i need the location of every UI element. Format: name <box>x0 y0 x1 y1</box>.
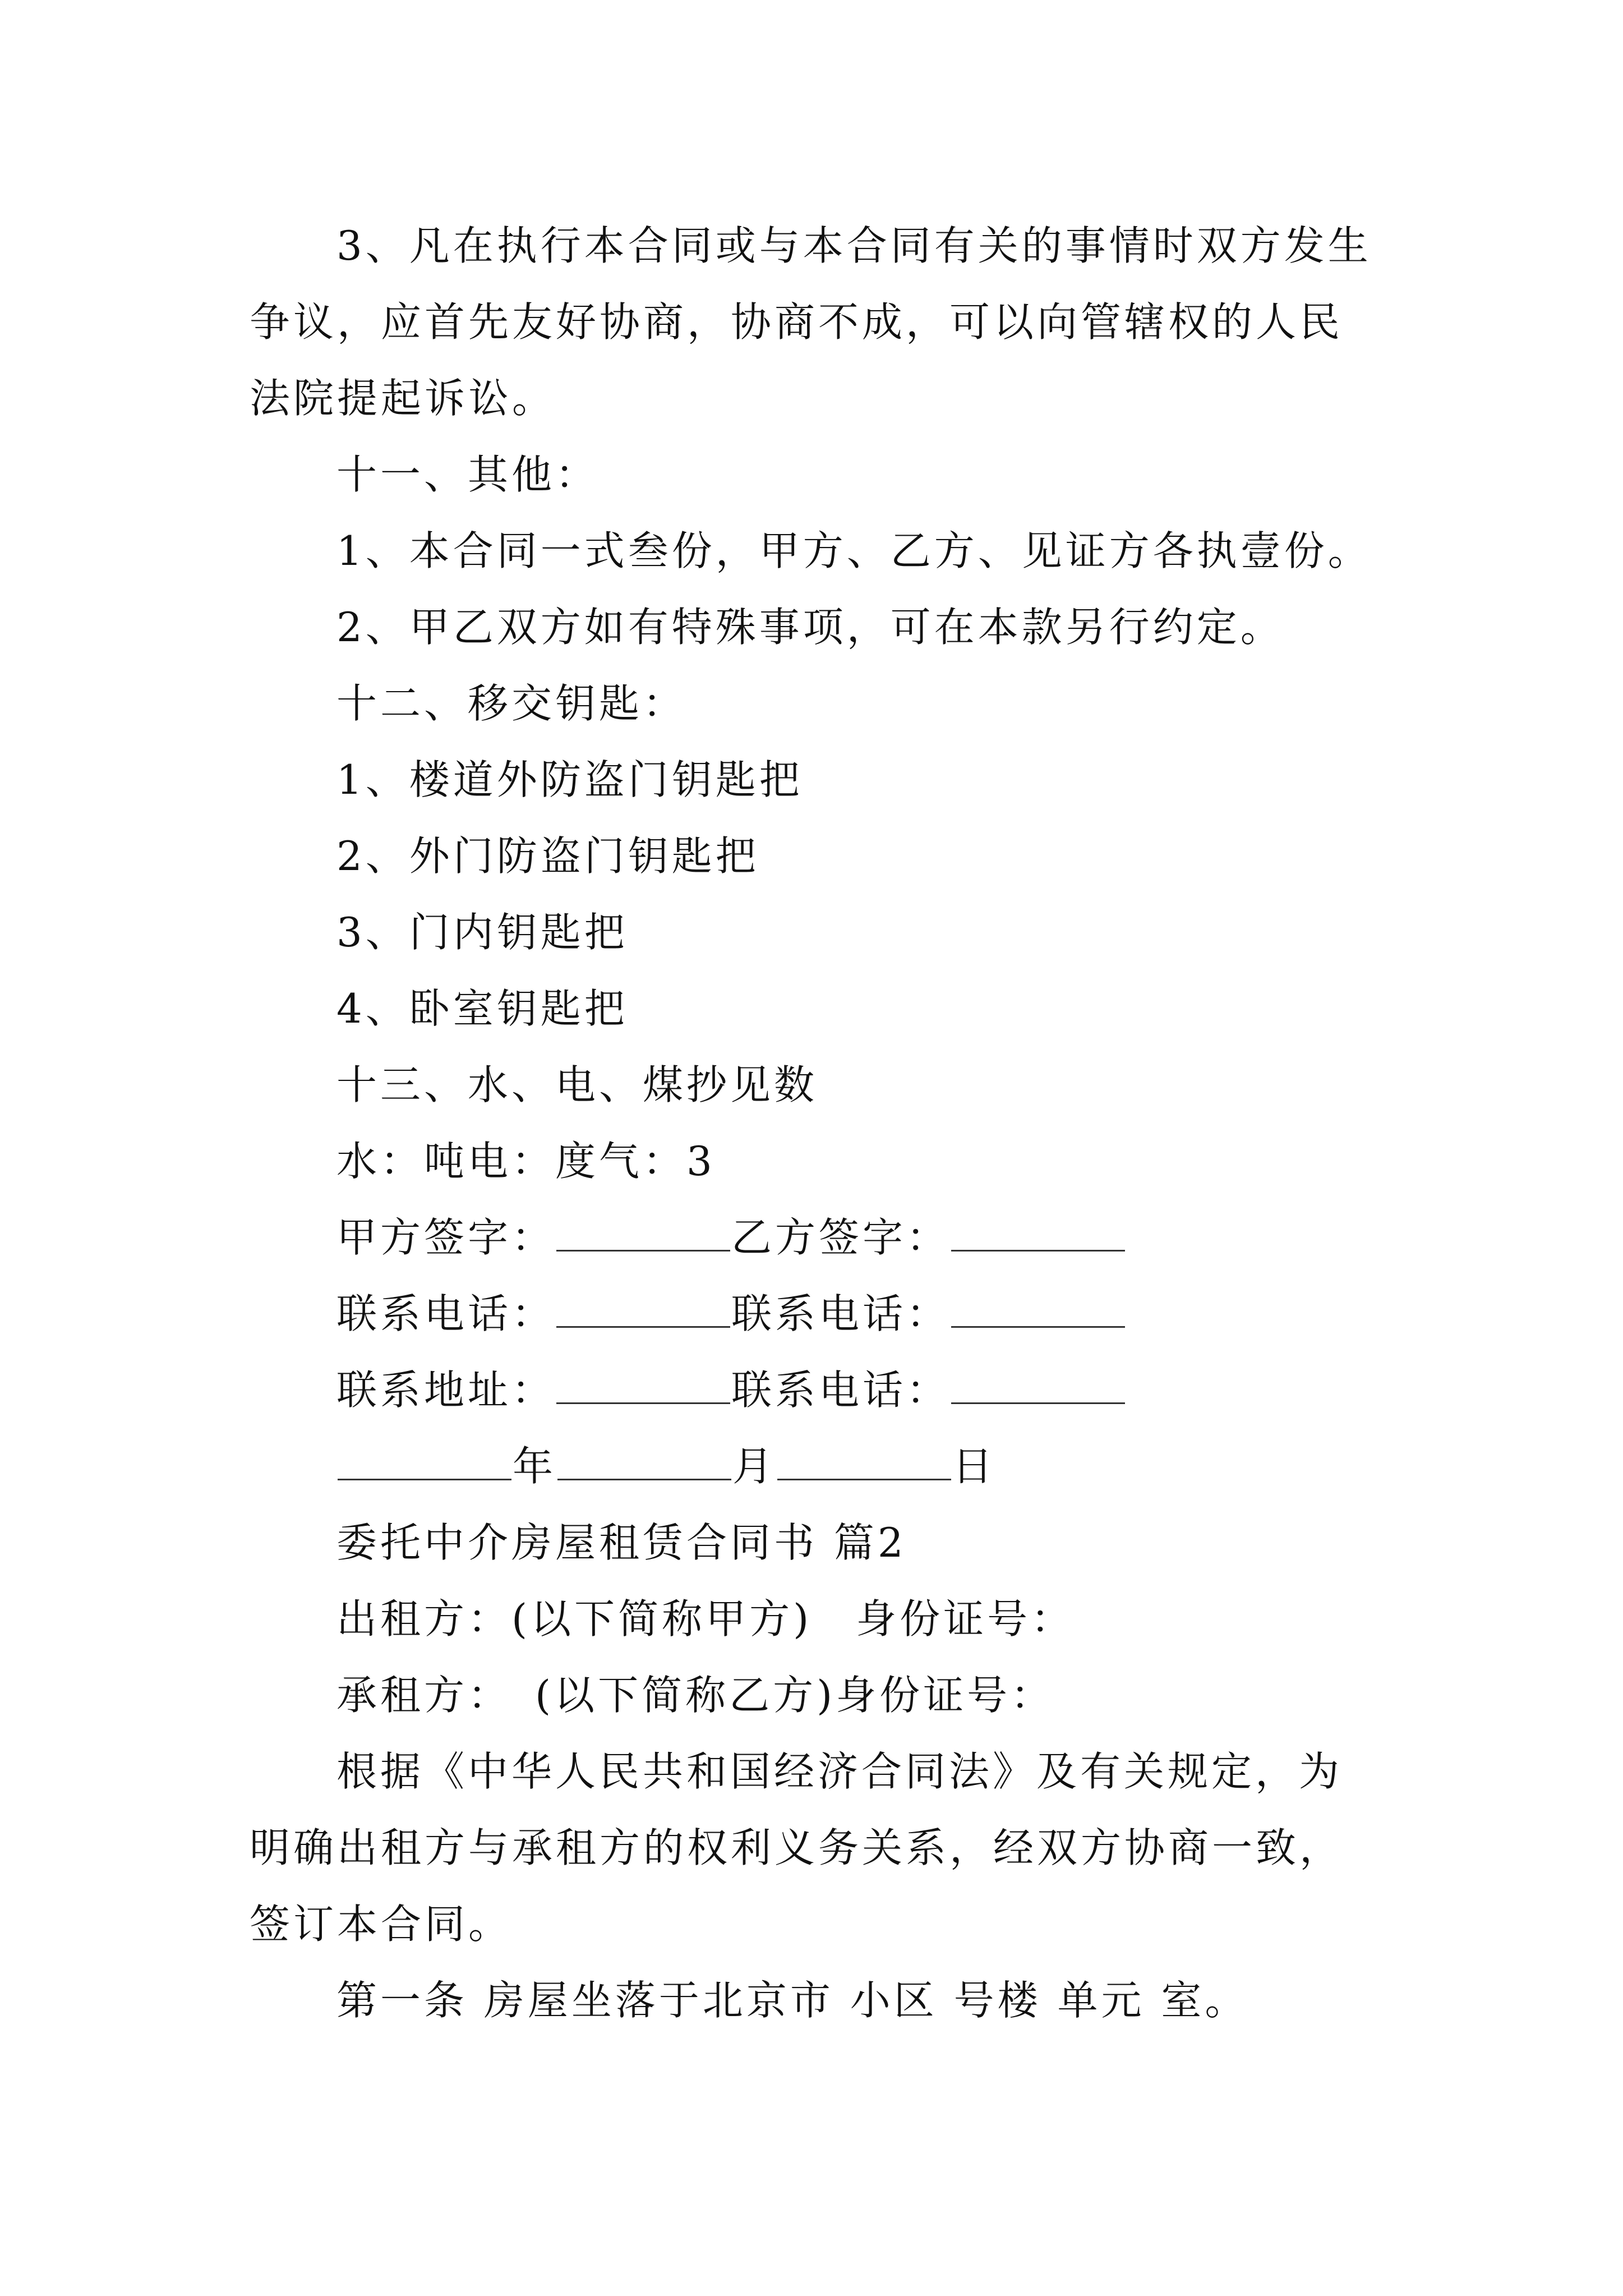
phone-blank <box>556 1324 730 1328</box>
heading-other: 十一、其他： <box>336 451 600 498</box>
day-label: 日 <box>952 1443 997 1490</box>
paragraph-intro: 根据《中华人民共和国经济合同法》及有关规定，为明确出租方与承租方的权利义务关系，经双方协商一致，签订本合同。 <box>250 1748 1344 1948</box>
party-a-phone-label: 联系电话： <box>336 1290 556 1337</box>
key-item-2: 2、外门防盗门钥匙把 <box>336 832 759 880</box>
sign-row-1 <box>250 1199 1382 1276</box>
key-item-3: 3、门内钥匙把 <box>336 909 628 956</box>
phone-blank <box>951 1400 1125 1404</box>
party-a-address-label: 联系地址： <box>336 1366 556 1414</box>
month-label: 月 <box>732 1443 777 1490</box>
section2-title: 委托中介房屋租赁合同书 篇2 <box>336 1519 907 1566</box>
year-label: 年 <box>513 1443 557 1490</box>
sign-row-3 <box>250 1352 1382 1428</box>
heading-key-handover: 十二、移交钥匙： <box>336 680 687 727</box>
party-b-signature-label: 乙方签字： <box>731 1214 951 1261</box>
phone-blank <box>951 1324 1125 1328</box>
month-blank <box>557 1476 731 1480</box>
sign-row-2 <box>250 1276 1382 1352</box>
party-b-phone-label-2: 联系电话： <box>731 1366 951 1414</box>
meter-readings: 水：吨电：度气：3 <box>336 1138 716 1185</box>
signature-blank <box>951 1248 1125 1251</box>
day-blank <box>777 1476 951 1480</box>
document-body <box>250 208 1382 2039</box>
key-item-4: 4、卧室钥匙把 <box>336 985 628 1032</box>
paragraph-dispute-clause: 3、凡在执行本合同或与本合同有关的事情时双方发生争议，应首先友好协商，协商不成，可以向管辖权的人民法院提起诉讼。 <box>250 222 1372 422</box>
lessee-line: 承租方： (以下简称乙方)身份证号： <box>336 1672 1055 1719</box>
date-row <box>250 1428 1382 1504</box>
address-blank <box>556 1400 730 1404</box>
party-b-phone-label: 联系电话： <box>731 1290 951 1337</box>
key-item-1: 1、楼道外防盗门钥匙把 <box>336 756 803 803</box>
article-1: 第一条 房屋坐落于北京市 小区 号楼 单元 室。 <box>336 1977 1249 2024</box>
signature-blank <box>556 1248 730 1251</box>
paragraph-special-matters: 2、甲乙双方如有特殊事项，可在本款另行约定。 <box>336 604 1284 651</box>
party-a-signature-label: 甲方签字： <box>336 1214 556 1261</box>
lessor-line: 出租方：(以下简称甲方) 身份证号： <box>336 1595 1075 1642</box>
year-blank <box>338 1476 511 1480</box>
paragraph-copies: 1、本合同一式叁份，甲方、乙方、见证方各执壹份。 <box>336 527 1372 574</box>
heading-meter-readings: 十三、水、电、煤抄见数 <box>336 1061 818 1108</box>
